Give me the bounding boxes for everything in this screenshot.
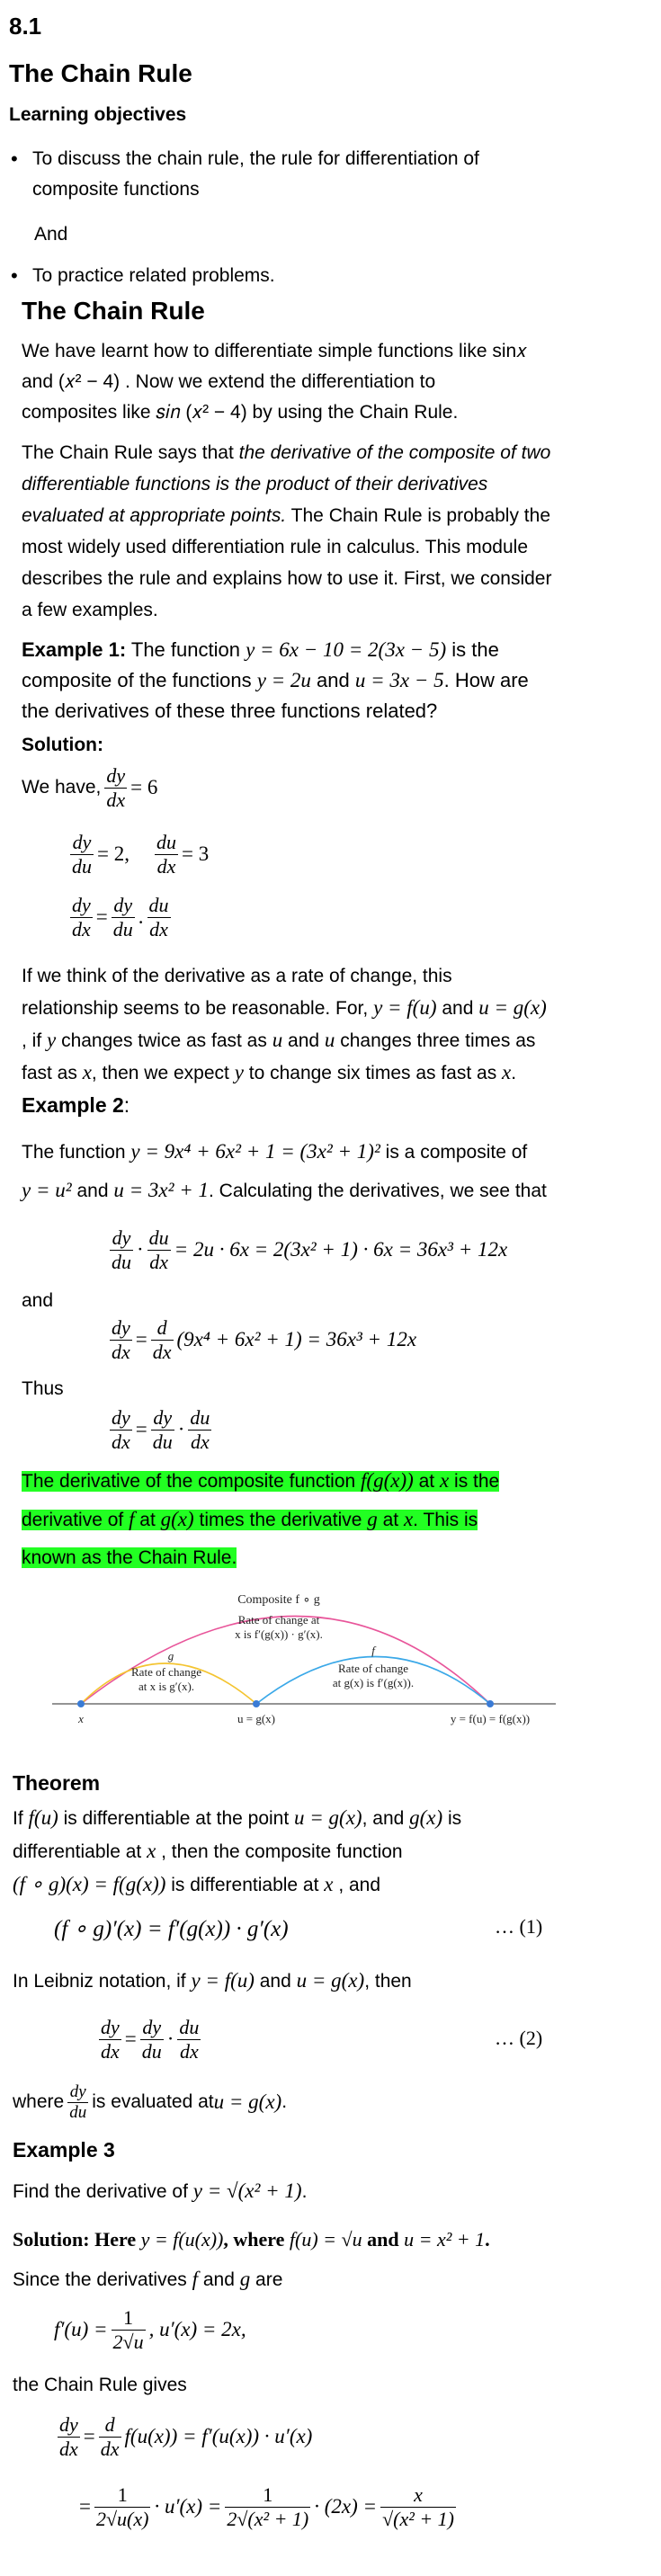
theorem-eq2-number: … (2) — [495, 2027, 543, 2049]
diagram-composite-label: Composite f ∘ g — [237, 1593, 320, 1607]
example-1-line2: composite of the functions y = 2u and u = 3x − 5. How are — [22, 669, 529, 691]
intro-p2-line2: differentiable functions is the product of their derivatives — [22, 474, 488, 495]
theorem-heading: Theorem — [13, 1771, 101, 1795]
example-3-label: Example 3 — [13, 2138, 115, 2162]
theorem-where: where $\frac{dy}{du}$ is evaluated at u = g(x) . — [13, 2081, 288, 2122]
fraction-dy-dx: $\frac{dy}{dx}$ — [72, 893, 91, 940]
and-word: and — [22, 1290, 54, 1311]
fraction-dy-dx: $\frac{dy}{dx}$ — [106, 763, 126, 811]
bullet-icon: • — [11, 147, 18, 170]
example-2-line2: y = u² and u = 3x² + 1. Calculating the derivatives, we see that — [22, 1179, 547, 1201]
example-1-line3: the derivatives of these three functions related? — [22, 700, 438, 722]
fraction-x-over-rootx2p1: $\frac{x}{\text{√(x² + 1)}}$ — [382, 2482, 455, 2530]
explanation-line4: fast as x, then we expect y to change six times as fast as x. — [22, 1061, 517, 1083]
theorem-eq1: (f ∘ g)′(x) = f′(g(x)) · g′(x) — [54, 1917, 289, 1941]
section-heading-chain-rule: The Chain Rule — [22, 297, 205, 325]
point-u — [253, 1700, 260, 1707]
fraction-dy-du: $\frac{dy}{du}$ — [69, 2081, 87, 2122]
theorem-line2: differentiable at x , then the composite function — [13, 1840, 403, 1862]
fraction-one-over-2rootx2p1: $\frac{1}{\text{2√(x² + 1)}}$ — [227, 2482, 309, 2530]
fraction-dy-du: $\frac{dy}{du}$ — [112, 893, 133, 940]
theorem-leibniz: In Leibniz notation, if y = f(u) and u = g(x), then — [13, 1969, 412, 1992]
example-1-statement — [22, 635, 651, 726]
diagram-left-rate-line2: at x is g′(x). — [138, 1680, 195, 1693]
page-title: The Chain Rule — [9, 59, 192, 87]
intro-p2-line3: evaluated at appropriate points. The Chain Rule is probably the — [22, 505, 551, 526]
example-2-eq3: $\frac{dy}{dx}$ = $\frac{dy}{du}$ · $\frac{du}{dx}$ — [112, 1405, 210, 1453]
diagram-top-rate-line2: x is f′(g(x)) · g′(x). — [235, 1627, 323, 1641]
theorem-statement — [13, 1802, 656, 1902]
theorem-eq2: $\frac{dy}{dx}$ = $\frac{dy}{du}$ · $\frac{du}{dx}$ — [101, 2015, 200, 2063]
example-2-line1: The function y = 9x⁴ + 6x² + 1 = (3x² + 1)² is a composite of — [22, 1140, 528, 1163]
example-3-since: Since the derivatives f and g are — [13, 2268, 283, 2290]
fraction-du-dx: $\frac{du}{dx}$ — [179, 2015, 200, 2063]
fraction-dy-du: $\frac{dy}{du}$ — [141, 2015, 162, 2063]
fraction-dy-dx: $\frac{dy}{dx}$ — [59, 2412, 78, 2460]
explanation-line1: If we think of the derivative as a rate of change, this — [22, 966, 452, 986]
example-3-question: Find the derivative of y = √(x² + 1). — [13, 2179, 308, 2202]
diagram-f-label: f — [371, 1644, 375, 1657]
fraction-dy-dx: $\frac{dy}{dx}$ — [101, 2015, 120, 2063]
fraction-one-over-2rootux: $\frac{1}{2√u(x)}$ — [95, 2482, 149, 2530]
diagram-right-rate-line1: Rate of change — [338, 1662, 408, 1675]
example-3-chain-gives: the Chain Rule gives — [13, 2375, 187, 2395]
fraction-dy-dx: $\frac{dy}{dx}$ — [112, 1405, 130, 1453]
point-y — [487, 1700, 494, 1707]
fraction-du-dx: $\frac{du}{dx}$ — [148, 893, 169, 940]
diagram-u-label: u = g(x) — [237, 1712, 275, 1725]
fraction-one-over-2rootu: $\frac{1}{2√u}$ — [112, 2305, 144, 2353]
intro-p1-line2: and (𝑥² − 4) . Now we extend the differentiation to — [22, 371, 436, 392]
example-1-eq2: $\frac{dy}{du}$ = 2, $\frac{du}{dx}$ = 3 — [72, 830, 210, 878]
chain-rule-highlight — [22, 1462, 651, 1577]
fraction-dy-du: $\frac{dy}{du}$ — [112, 1226, 131, 1273]
explanation-line2: relationship seems to be reasonable. For, y = f(u) and u = g(x) — [22, 996, 547, 1019]
diagram-g-label: g — [167, 1649, 174, 1662]
bullet-icon: • — [11, 264, 18, 287]
example-2-eq1: $\frac{dy}{du}$ · $\frac{du}{dx}$ = 2u · 6x = 2(3x² + 1) · 6x = 36x³ + 12x — [112, 1226, 508, 1273]
intro-p2-line4: most widely used differentiation rule in calculus. This module — [22, 537, 529, 557]
diagram-top-rate-line1: Rate of change at — [237, 1613, 320, 1627]
example-2-label: Example 2: — [22, 1093, 130, 1117]
intro-p2-line6: a few examples. — [22, 600, 158, 620]
fraction-d-dx: $\frac{d}{dx}$ — [152, 1315, 172, 1363]
objective-1-line1: To discuss the chain rule, the rule for differentiation of — [32, 148, 479, 169]
fraction-dy-dx: $\frac{dy}{dx}$ — [112, 1315, 130, 1363]
example-3-derivatives: f′(u) = $\frac{1}{2√u}$ , u′(x) = 2x, — [54, 2305, 246, 2353]
and-connector: And — [34, 224, 68, 245]
explanation-line3: , if y changes twice as fast as u and u changes three times as — [22, 1029, 536, 1051]
example-3-final-eq1: $\frac{dy}{dx}$ = $\frac{d}{dx}$ f(u(x)) = f′(u(x)) · u′(x) — [59, 2412, 313, 2460]
theorem-line1: If f(u) is differentiable at the point u = g(x), and g(x) is — [13, 1806, 462, 1829]
fraction-dy-du: $\frac{dy}{du}$ — [152, 1405, 173, 1453]
intro-p2-line1: The Chain Rule says that the derivative of the composite of two — [22, 442, 551, 463]
diagram-left-rate-line1: Rate of change — [131, 1665, 201, 1679]
fraction-dy-du: $\frac{dy}{du}$ — [72, 830, 92, 878]
example-3-final-eq2: = $\frac{1}{2√u(x)}$ · u′(x) = $\frac{1}{\text{2√(x² + 1)}}$ · (2x) = $\frac{x}{\text{√(x² + 1)}}$ — [79, 2482, 455, 2530]
theorem-eq1-number: … (1) — [495, 1915, 543, 1938]
point-x — [77, 1700, 85, 1707]
section-number: 8.1 — [9, 13, 42, 40]
diagram-x-label: x — [78, 1712, 84, 1725]
intro-paragraph-1 — [22, 336, 651, 428]
example-1-line1: Example 1: The function y = 6x − 10 = 2(3x − 5) is the — [22, 638, 499, 661]
diagram-y-label: y = f(u) = f(g(x)) — [450, 1712, 531, 1725]
example-1-explanation — [22, 960, 651, 1089]
example-2-eq2: $\frac{dy}{dx}$ = $\frac{d}{dx}$ (9x⁴ + 6x² + 1) = 36x³ + 12x — [112, 1315, 417, 1363]
highlight-line1: The derivative of the composite function f(g(x)) at x is the — [22, 1469, 500, 1492]
diagram-right-rate-line2: at g(x) is f′(g(x)). — [332, 1676, 415, 1689]
fraction-du-dx: $\frac{du}{dx}$ — [148, 1226, 169, 1273]
objective-1-line2: composite functions — [32, 179, 200, 200]
intro-p2-line5: describes the rule and explains how to use it. First, we consider — [22, 568, 552, 589]
intro-paragraph-2 — [22, 437, 651, 626]
highlight-line3: known as the Chain Rule. — [22, 1547, 237, 1568]
highlight-line2: derivative of f at g(x) times the derivative g at x. This is — [22, 1508, 478, 1530]
fraction-du-dx: $\frac{du}{dx}$ — [156, 830, 176, 878]
theorem-line3: (f ∘ g)(x) = f(g(x)) is differentiable at x , and — [13, 1873, 381, 1895]
example-1-eq3: $\frac{dy}{dx}$ = $\frac{dy}{du}$ . $\frac{du}{dx}$ — [72, 893, 169, 940]
example-1-solution-label: Solution: — [22, 735, 103, 755]
example-1-eq1: We have, $\frac{dy}{dx}$ = 6 — [22, 763, 158, 811]
chain-rule-diagram — [0, 1582, 661, 1762]
fraction-du-dx: $\frac{du}{dx}$ — [190, 1405, 210, 1453]
intro-p1-line1: We have learnt how to differentiate simple functions like sin𝑥 — [22, 341, 527, 361]
objective-2-text: To practice related problems. — [32, 265, 275, 286]
objectives-heading: Learning objectives — [9, 104, 187, 125]
thus-word: Thus — [22, 1378, 64, 1399]
example-3-solution: Solution: Here y = f(u(x)), where f(u) = √u and u = x² + 1. — [13, 2228, 490, 2251]
fraction-d-dx: $\frac{d}{dx}$ — [100, 2412, 120, 2460]
intro-p1-line3: composites like 𝑠𝑖𝑛 (𝑥² − 4) by using the Chain Rule. — [22, 402, 459, 423]
example-2-statement — [22, 1133, 651, 1210]
